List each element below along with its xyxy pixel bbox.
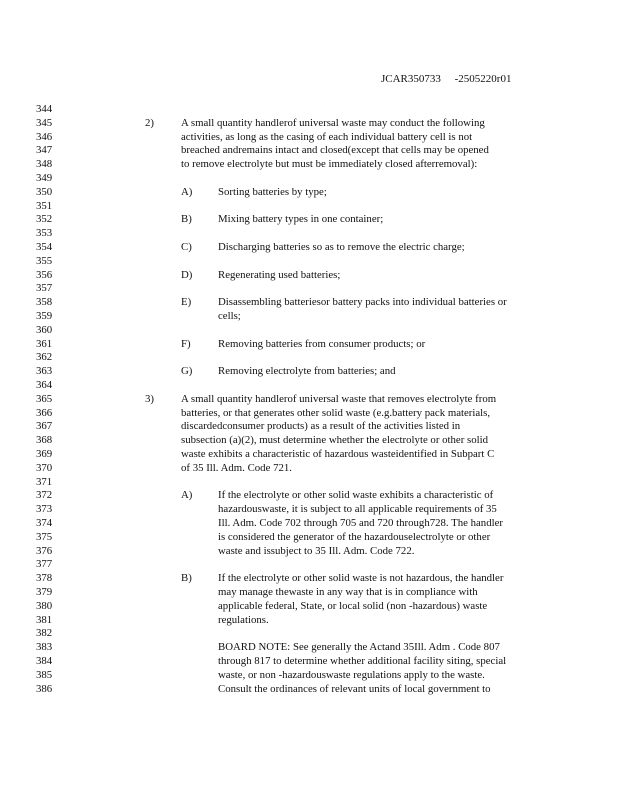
document-line — [0, 337, 618, 351]
line-text: If the electrolyte or other solid waste exhibits a characteristic of — [218, 489, 494, 502]
document-line — [0, 654, 618, 668]
line-text: waste, or non -hazardouswaste regulations apply to the waste. — [218, 668, 485, 681]
line-text: is considered the generator of the hazardouselectrolyte or other — [218, 530, 491, 543]
document-line — [0, 212, 618, 226]
item-label: F) — [181, 337, 191, 350]
line-number: 384 — [36, 655, 53, 667]
document-line — [0, 199, 618, 213]
line-number: 370 — [36, 461, 53, 474]
document-line — [0, 185, 618, 199]
line-text: applicable federal, State, or local solid (non -hazardous) waste — [218, 599, 488, 612]
line-number: 348 — [36, 158, 53, 171]
line-number: 354 — [36, 241, 53, 253]
line-text: A small quantity handlerof universal waste may conduct the following — [181, 116, 485, 129]
line-text: Removing electrolyte from batteries; and — [218, 365, 396, 378]
line-number: 352 — [36, 213, 53, 226]
document-line — [0, 447, 618, 461]
line-text: of 35 Ill. Adm. Code 721. — [181, 461, 292, 474]
document-line — [0, 268, 618, 282]
item-label: C) — [181, 241, 192, 253]
line-text: regulations. — [218, 613, 269, 626]
document-line — [0, 419, 618, 433]
document-line — [0, 171, 618, 185]
line-text: may manage thewaste in any way that is in compliance with — [218, 586, 478, 598]
line-number: 377 — [36, 558, 53, 571]
item-label: 3) — [145, 392, 154, 405]
document-line — [0, 557, 618, 571]
line-number: 382 — [36, 627, 53, 640]
line-number: 381 — [36, 613, 53, 626]
document-line — [0, 364, 618, 378]
line-text: breached andremains intact and closed(except that cells may be opened — [181, 144, 489, 157]
line-number: 372 — [36, 489, 53, 502]
line-number: 366 — [36, 406, 53, 419]
document-line — [0, 682, 618, 696]
line-text: A small quantity handlerof universal waste that removes electrolyte from — [181, 392, 497, 405]
line-number: 355 — [36, 254, 53, 267]
document-line — [0, 281, 618, 295]
line-number: 346 — [36, 130, 53, 143]
document-line — [0, 571, 618, 585]
document-line — [0, 461, 618, 475]
line-text: Consult the ordinances of relevant units of local government to — [218, 682, 491, 695]
line-text: BOARD NOTE: See generally the Actand 35Ill. Adm . Code 807 — [218, 641, 500, 654]
line-number: 350 — [36, 185, 53, 198]
line-number: 344 — [36, 103, 53, 115]
line-number: 385 — [36, 668, 53, 681]
document-line — [0, 378, 618, 392]
line-number: 362 — [36, 351, 53, 364]
line-number: 374 — [36, 517, 53, 529]
document-line — [0, 640, 618, 654]
line-text: Mixing battery types in one container; — [218, 213, 384, 226]
line-number: 375 — [36, 530, 53, 543]
line-number: 379 — [36, 586, 53, 598]
item-label: D) — [181, 268, 193, 281]
line-number: 363 — [36, 365, 53, 378]
line-number: 383 — [36, 641, 53, 654]
line-text: cells; — [218, 310, 241, 322]
line-text: Regenerating used batteries; — [218, 268, 341, 281]
line-number: 369 — [36, 448, 53, 460]
item-label: B) — [181, 572, 192, 585]
line-number: 345 — [36, 116, 53, 129]
document-line — [0, 530, 618, 544]
line-number: 353 — [36, 227, 53, 240]
line-number: 365 — [36, 392, 53, 405]
item-label: 2) — [145, 116, 154, 129]
line-number: 359 — [36, 310, 53, 322]
line-number: 351 — [36, 199, 53, 212]
item-label: G) — [181, 365, 193, 378]
document-line — [0, 116, 618, 130]
document-line — [0, 130, 618, 144]
line-text: discardedconsumer products) as a result of the activities listed in — [181, 420, 461, 433]
document-line — [0, 502, 618, 516]
line-number: 349 — [36, 172, 53, 184]
document-line — [0, 323, 618, 337]
document-line — [0, 254, 618, 268]
line-text: Disassembling batteriesor battery packs into individual batteries or — [218, 296, 507, 309]
line-number: 361 — [36, 337, 53, 350]
line-text: activities, as long as the casing of each individual battery cell is not — [181, 130, 473, 143]
document-line — [0, 350, 618, 364]
line-number: 368 — [36, 434, 53, 447]
document-line — [0, 626, 618, 640]
document-line — [0, 475, 618, 489]
document-line — [0, 599, 618, 613]
document-line — [0, 613, 618, 627]
line-text: hazardouswaste, it is subject to all applicable requirements of 35 — [218, 503, 497, 516]
line-text: If the electrolyte or other solid waste is not hazardous, the handler — [218, 572, 504, 585]
line-number: 373 — [36, 503, 53, 516]
document-line — [0, 102, 618, 116]
line-number: 358 — [36, 296, 53, 309]
line-number: 386 — [36, 682, 53, 695]
line-text: Discharging batteries so as to remove the electric charge; — [218, 241, 465, 253]
line-number: 364 — [36, 379, 53, 391]
document-line — [0, 668, 618, 682]
line-number: 360 — [36, 323, 53, 336]
item-label: A) — [181, 185, 193, 198]
document-line — [0, 544, 618, 558]
item-label: A) — [181, 489, 193, 502]
document-line — [0, 309, 618, 323]
line-number: 347 — [36, 144, 53, 157]
document-line — [0, 406, 618, 420]
line-text: batteries, or that generates other solid waste (e.g.battery pack materials, — [181, 406, 491, 419]
line-text: subsection (a)(2), must determine whether the electrolyte or other solid — [181, 434, 489, 447]
document-line — [0, 143, 618, 157]
document-line — [0, 433, 618, 447]
line-text: waste and issubject to 35 Ill. Adm. Code 722. — [218, 544, 415, 557]
line-number: 376 — [36, 544, 53, 557]
line-number: 367 — [36, 420, 53, 433]
line-text: waste exhibits a characteristic of hazardous wasteidentified in Subpart C — [181, 448, 495, 460]
document-line — [0, 226, 618, 240]
document-header-id: JCAR350733 -2505220r01 — [381, 73, 512, 85]
line-text: Sorting batteries by type; — [218, 185, 327, 198]
document-line — [0, 295, 618, 309]
line-number: 357 — [36, 282, 53, 295]
line-number: 356 — [36, 268, 53, 281]
item-label: E) — [181, 296, 192, 309]
line-number: 380 — [36, 599, 53, 612]
line-number: 378 — [36, 572, 53, 585]
document-line — [0, 488, 618, 502]
line-text: Removing batteries from consumer products; or — [218, 337, 426, 350]
document-line — [0, 157, 618, 171]
document-line — [0, 240, 618, 254]
document-line — [0, 392, 618, 406]
line-text: to remove electrolyte but must be immediately closed afterremoval): — [181, 158, 478, 171]
line-number: 371 — [36, 475, 53, 488]
line-text: through 817 to determine whether additional facility siting, special — [218, 655, 507, 667]
document-line — [0, 585, 618, 599]
line-text: Ill. Adm. Code 702 through 705 and 720 through728. The handler — [218, 517, 503, 529]
item-label: B) — [181, 213, 192, 226]
document-line — [0, 516, 618, 530]
